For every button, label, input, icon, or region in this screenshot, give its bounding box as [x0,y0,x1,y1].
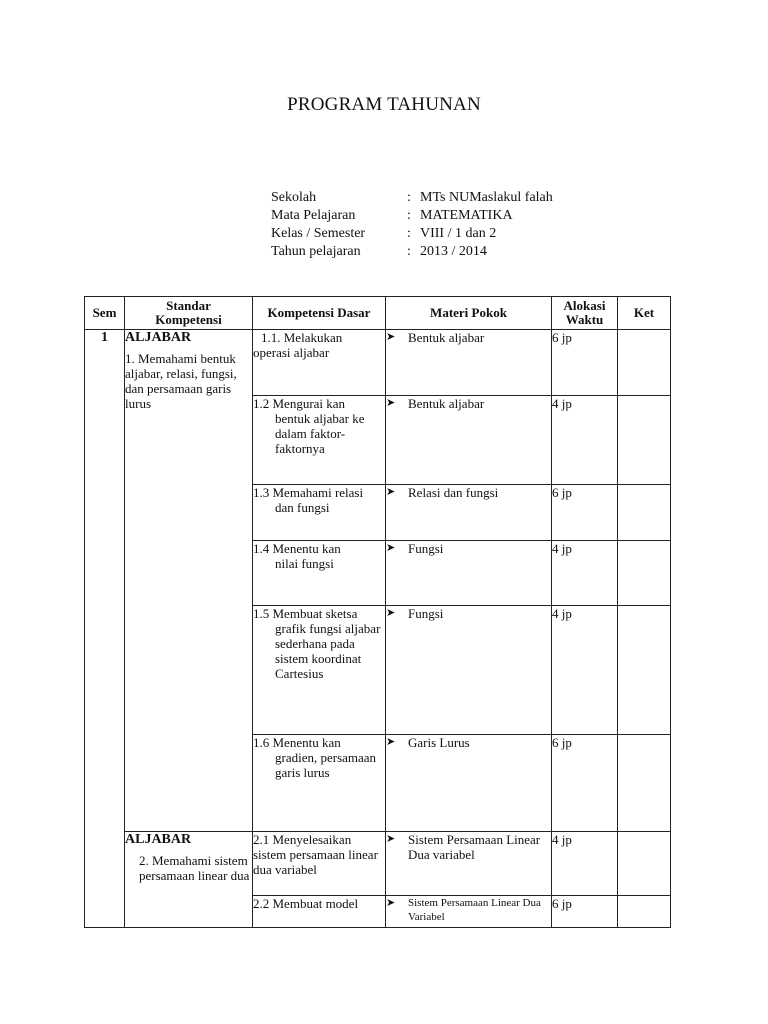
mp-cell [386,896,552,928]
kd-text: dan fungsi [275,500,330,515]
mp-text: Bentuk aljabar [408,330,485,345]
header-materi-pokok: Materi Pokok [386,297,552,330]
info-row-subject [271,207,553,225]
kd-text: grafik fungsi aljabar sederhana pada sistem koordinat Cartesius [275,621,381,681]
kd-text: sistem persamaan linear dua variabel [253,847,378,877]
header-kompetensi-dasar: Kompetensi Dasar [253,297,386,330]
kd-cell [253,896,386,928]
info-label: Kelas / Semester [271,226,366,241]
kd-number: 2.2 Membuat model [253,896,359,911]
kd-text: gradien, persamaan garis lurus [275,750,377,780]
mp-cell [386,735,552,832]
mp-text: Sistem Persamaan Linear Dua Variabel [408,897,541,923]
kd-text: nilai fungsi [275,556,334,571]
info-value: MATEMATIKA [420,208,513,223]
info-separator: : [407,208,411,223]
header-ket: Ket [618,297,671,330]
info-value: MTs NUMaslakul falah [420,190,553,205]
kd-cell [253,330,386,396]
semester-cell: 1 [85,330,125,928]
sk-text: 1. Memahami bentuk aljabar, relasi, fungsi, dan persamaan garis lurus [125,351,237,411]
ket-cell [618,832,671,896]
mp-text: Fungsi [408,541,444,556]
arrow-bullet-icon: ➤ [386,486,396,498]
kd-cell [253,606,386,735]
kd-text: operasi aljabar [253,345,330,360]
sk-heading: ALJABAR [125,832,192,847]
kd-cell [253,541,386,606]
aw-cell: 4 jp [552,832,618,896]
info-separator: : [407,244,411,259]
mp-text: Garis Lurus [408,735,470,750]
mp-text: Bentuk aljabar [408,396,485,411]
aw-cell: 4 jp [552,606,618,735]
ket-cell [618,485,671,541]
header-sem: Sem [85,297,125,330]
aw-cell: 6 jp [552,735,618,832]
ket-cell [618,896,671,928]
standar-kompetensi-cell [125,832,253,928]
standar-kompetensi-cell [125,330,253,832]
arrow-bullet-icon: ➤ [386,397,396,409]
mp-cell [386,606,552,735]
aw-cell: 6 jp [552,485,618,541]
arrow-bullet-icon: ➤ [386,736,396,748]
kd-number: 1.2 Mengurai kan [253,396,346,411]
arrow-bullet-icon: ➤ [386,833,396,845]
mp-text: Fungsi [408,606,444,621]
ket-cell [618,330,671,396]
document-info [271,189,553,261]
info-separator: : [407,226,411,241]
table-row [85,330,671,396]
info-label: Sekolah [271,190,317,205]
kd-number: 1.1. Melakukan [261,330,343,345]
ket-cell [618,606,671,735]
arrow-bullet-icon: ➤ [386,607,396,619]
info-row-year [271,243,553,261]
kd-text: bentuk aljabar ke dalam faktor-faktornya [275,411,365,456]
info-value: 2013 / 2014 [420,244,487,259]
kd-number: 1.5 Membuat sketsa [253,606,358,621]
header-text: Standar [166,298,211,313]
kd-cell [253,485,386,541]
info-row-school [271,189,553,207]
header-text: Waktu [565,312,604,327]
kd-number: 2.1 Menyelesaikan [253,832,352,847]
table-row [85,832,671,896]
aw-cell: 6 jp [552,896,618,928]
ket-cell [618,735,671,832]
header-text: Kompetensi [155,312,222,327]
header-alokasi-waktu [552,297,618,330]
mp-cell [386,832,552,896]
kd-cell [253,735,386,832]
mp-text: Relasi dan fungsi [408,485,499,500]
ket-cell [618,541,671,606]
sk-heading: ALJABAR [125,330,192,345]
mp-text: Sistem Persamaan Linear Dua variabel [408,832,541,862]
info-separator: : [407,190,411,205]
kd-cell [253,832,386,896]
mp-cell [386,485,552,541]
page-title: PROGRAM TAHUNAN [287,94,481,115]
kd-cell [253,396,386,485]
info-row-class [271,225,553,243]
arrow-bullet-icon: ➤ [386,331,396,343]
info-value: VIII / 1 dan 2 [420,226,497,241]
program-table [84,296,671,928]
aw-cell: 6 jp [552,330,618,396]
mp-cell [386,396,552,485]
kd-number: 1.4 Menentu kan [253,541,341,556]
info-label: Mata Pelajaran [271,208,356,223]
kd-number: 1.3 Memahami relasi [253,485,364,500]
aw-cell: 4 jp [552,541,618,606]
header-text: Alokasi [563,298,606,313]
table-header-row [85,297,671,330]
kd-number: 1.6 Menentu kan [253,735,341,750]
arrow-bullet-icon: ➤ [386,542,396,554]
mp-cell [386,330,552,396]
header-standar-kompetensi [125,297,253,330]
sk-text: 2. Memahami sistem persamaan linear dua [139,853,250,883]
ket-cell [618,396,671,485]
info-label: Tahun pelajaran [271,244,361,259]
aw-cell: 4 jp [552,396,618,485]
mp-cell [386,541,552,606]
arrow-bullet-icon: ➤ [386,897,396,909]
